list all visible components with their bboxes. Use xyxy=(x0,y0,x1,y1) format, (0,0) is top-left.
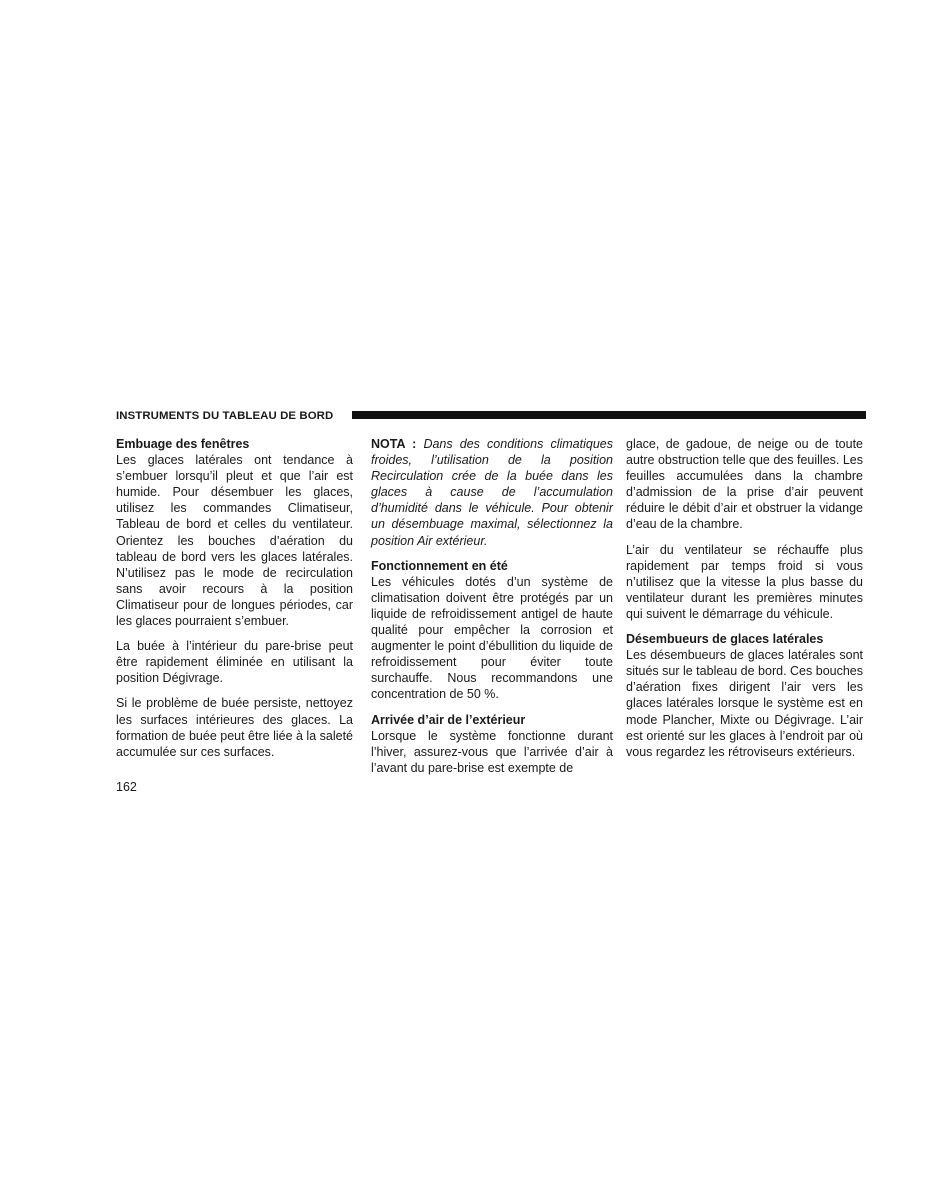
note-text: Dans des conditions climatiques froides, l’utilisation de la position Recirculation crée de la buée dans les glaces à cause de l’accumulation d’humidité dans le véhicule. Pour obtenir un désembuage maximal, sélectionnez la position Air extérieur. xyxy=(371,437,613,548)
heading-window-fogging: Embuage des fenêtres xyxy=(116,437,250,451)
paragraph: Si le problème de buée persiste, nettoyez les surfaces intérieures des glaces. La formation de buée peut être liée à la saleté accumulée sur ces surfaces. xyxy=(116,696,353,759)
paragraph: Les désembueurs de glaces latérales sont situés sur le tableau de bord. Ces bouches d’aération fixes dirigent l’air vers les glaces latérales lorsque le système est en mode Plancher, Mixte ou Dégivrage. L’air est orienté sur les glaces à l’endroit par où vous regardez les rétroviseurs extérieurs. xyxy=(626,648,863,759)
text-column-2 xyxy=(371,436,613,785)
text-column-1 xyxy=(116,436,353,769)
heading-summer-operation: Fonctionnement en été xyxy=(371,558,508,573)
section-header xyxy=(116,409,866,423)
paragraph: La buée à l’intérieur du pare-brise peut être rapidement éliminée en utilisant la position Dégivrage. xyxy=(116,639,353,686)
heading-side-window-demisters: Désembueurs de glaces latérales xyxy=(626,632,824,647)
paragraph: glace, de gadoue, de neige ou de toute autre obstruction telle que des feuilles. Les feuilles accumulées dans la chambre d’admission de la prise d’air peuvent réduire le débit d’air et obstruer la vidange d’eau de la chambre. xyxy=(626,437,863,532)
page-number: 162 xyxy=(116,780,137,794)
paragraph: Les glaces latérales ont tendance à s’embuer lorsqu’il pleut et que l’air est humide. Pour désembuer les glaces, utilisez les commandes Climatiseur, Tableau de bord et celles du ventilateur. Orientez les bouches d’aération du tableau de bord vers les glaces latérales. N’utilisez pas le mode de recirculation sans avoir recours à la position Climatiseur pour de longues périodes, car les glaces pourraient s’embuer. xyxy=(116,453,353,629)
header-rule xyxy=(352,411,866,419)
text-column-3 xyxy=(626,436,863,769)
paragraph: L’air du ventilateur se réchauffe plus rapidement par temps froid si vous n’utilisez que la vitesse la plus basse du ventilateur durant les premières minutes qui suivent le démarrage du véhicule. xyxy=(626,542,863,621)
heading-outside-air-intake: Arrivée d’air de l’extérieur xyxy=(371,712,526,727)
note-label: NOTA : xyxy=(371,437,417,451)
paragraph: Les véhicules dotés d’un système de climatisation doivent être protégés par un liquide de refroidissement antigel de haute qualité pour empêcher la corrosion et augmenter le point d’ébullition du liquide de refroidissement pour éviter toute surchauffe. Nous recommandons une concentration de 50 %. xyxy=(371,574,613,702)
section-title: INSTRUMENTS DU TABLEAU DE BORD xyxy=(116,410,334,422)
note-paragraph xyxy=(371,436,613,549)
paragraph: Lorsque le système fonctionne durant l’hiver, assurez-vous que l’arrivée d’air à l’avant du pare-brise est exempte de xyxy=(371,728,613,775)
